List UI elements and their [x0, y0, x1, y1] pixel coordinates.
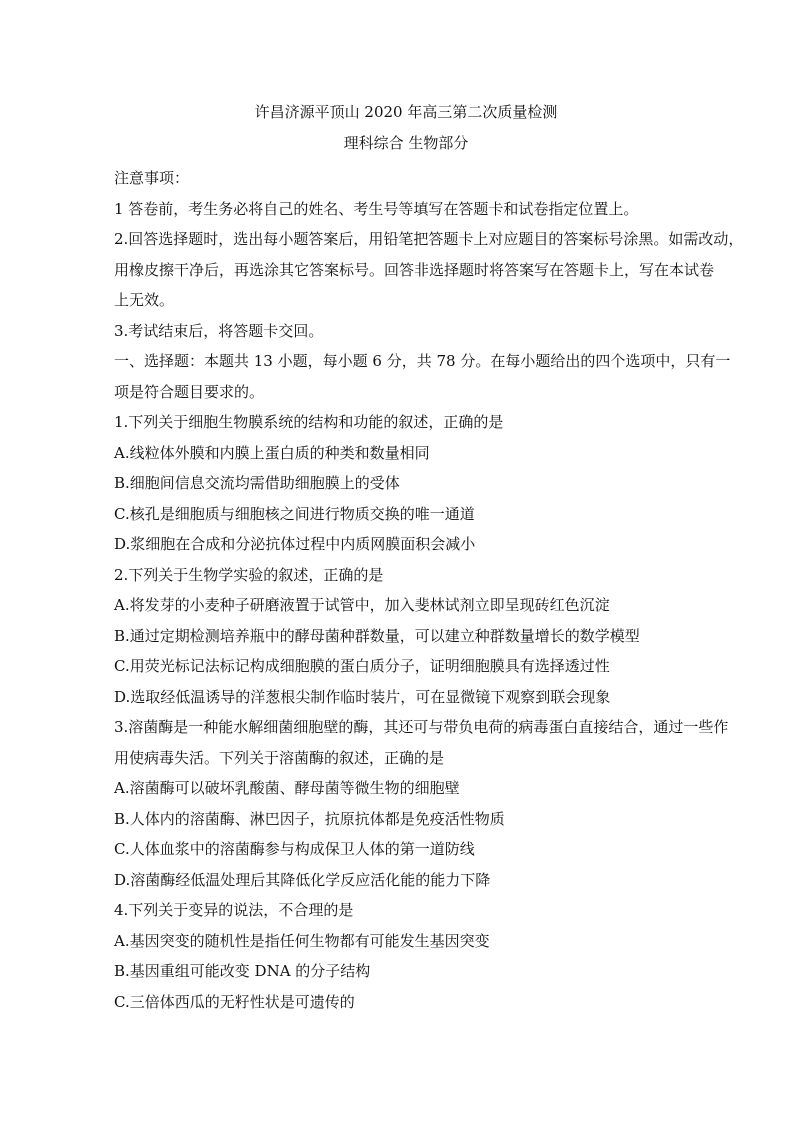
question-option: D.浆细胞在合成和分泌抗体过程中内质网膜面积会减小 — [114, 535, 476, 553]
section-heading: 项是符合题目要求的。 — [114, 382, 265, 401]
question-option: C.用荧光标记法标记构成细胞膜的蛋白质分子，证明细胞膜具有选择透过性 — [114, 657, 610, 675]
question-option: C.核孔是细胞质与细胞核之间进行物质交换的唯一通道 — [114, 504, 475, 523]
question-stem: 用使病毒失活。下列关于溶菌酶的叙述，正确的是 — [114, 748, 445, 767]
question-stem: 4.下列关于变异的说法，不合理的是 — [114, 901, 354, 919]
notice-item: 用橡皮擦干净后，再选涂其它答案标号。回答非选择题时将答案写在答题卡上，写在本试卷 — [114, 260, 715, 279]
question-stem: 1.下列关于细胞生物膜系统的结构和功能的叙述，正确的是 — [114, 413, 504, 431]
notice-item: 3.考试结束后，将答题卡交回。 — [114, 321, 324, 340]
notice-item: 上无效。 — [114, 291, 175, 309]
question-option: B.人体内的溶菌酶、淋巴因子，抗原抗体都是免疫活性物质 — [114, 809, 505, 828]
question-option: A.基因突变的随机性是指任何生物都有可能发生基因突变 — [114, 931, 490, 950]
notice-item: 2.回答选择题时，选出每小题答案后，用铅笔把答题卡上对应题目的答案标号涂黑。如需改动， — [114, 230, 744, 248]
notice-heading: 注意事项： — [114, 169, 190, 187]
question-option: D.溶菌酶经低温处理后其降低化学反应活化能的能力下降 — [114, 870, 491, 889]
page-title: 许昌济源平顶山 2020 年高三第二次质量检测 — [254, 103, 558, 121]
document-body — [114, 163, 744, 1017]
question-option: A.将发芽的小麦种子研磨液置于试管中，加入斐林试剂立即呈现砖红色沉淀 — [114, 596, 610, 614]
question-option: B.细胞间信息交流均需借助细胞膜上的受体 — [114, 474, 400, 492]
question-option: C.人体血浆中的溶菌酶参与构成保卫人体的第一道防线 — [114, 840, 475, 858]
question-option: B.基因重组可能改变 DNA 的分子结构 — [114, 962, 371, 980]
question-option: A.线粒体外膜和内膜上蛋白质的种类和数量相同 — [114, 443, 430, 462]
question-option: C.三倍体西瓜的无籽性状是可遗传的 — [114, 992, 355, 1011]
question-stem: 3.溶菌酶是一种能水解细菌细胞壁的酶，其还可与带负电荷的病毒蛋白直接结合，通过一些作 — [114, 718, 729, 736]
question-option: A.溶菌酶可以破坏乳酸菌、酵母菌等微生物的细胞壁 — [114, 779, 460, 797]
page-subtitle: 理科综合 生物部分 — [343, 134, 469, 152]
question-stem: 2.下列关于生物学实验的叙述，正确的是 — [114, 565, 384, 584]
notice-item: 1 答卷前，考生务必将自己的姓名、考生号等填写在答题卡和试卷指定位置上。 — [114, 199, 639, 218]
question-option: D.选取经低温诱导的洋葱根尖制作临时装片，可在显微镜下观察到联会现象 — [114, 687, 611, 706]
section-heading: 一、选择题：本题共 13 小题，每小题 6 分，共 78 分。在每小题给出的四个选项中，只有一 — [114, 352, 731, 370]
question-option: B.通过定期检测培养瓶中的酵母菌种群数量，可以建立种群数量增长的数学模型 — [114, 626, 640, 645]
